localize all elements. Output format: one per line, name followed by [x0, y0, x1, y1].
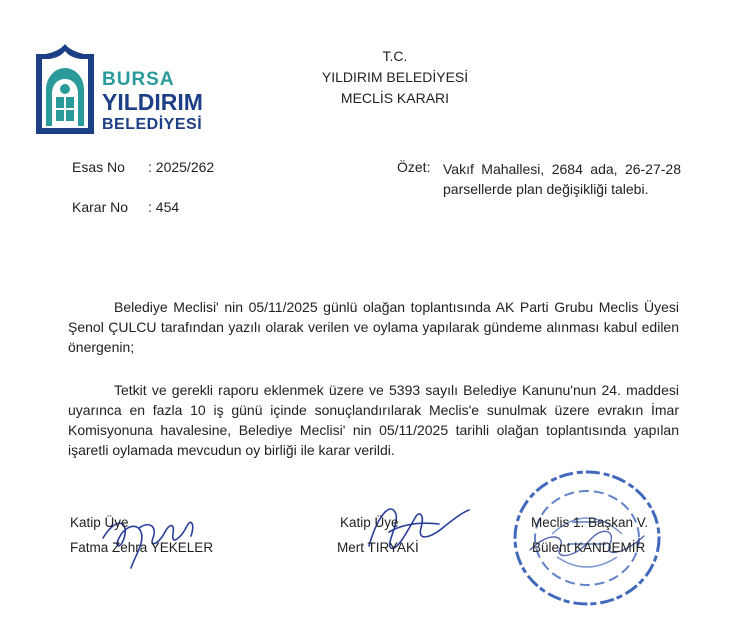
logo-text-bursa: BURSA: [102, 69, 175, 90]
signature-3-name: Bülent KANDEMİR: [532, 540, 646, 555]
body-paragraph-2-text: Tetkit ve gerekli raporu eklenmek üzere ve 5393 sayılı Belediye Kanunu'nun 24. maddesi uyarınca en fazla 10 iş günü içinde sonuçlandırılarak Meclis'e sunulmak üzere evrakın İmar Komisyonuna havalesine, Belediye Meclisi' nin 05/11/2025 tarihli olağan toplantısında yapılan işaretli oylamada mevcudun oy birliği ile karar verildi.: [68, 382, 679, 458]
signature-1-name: Fatma Zehra YEKELER: [70, 540, 214, 555]
header-document-type: MECLİS KARARI: [340, 90, 450, 106]
esas-no-label: Esas No: [72, 159, 125, 175]
logo-text-yildirim: YILDIRIM: [102, 89, 203, 115]
esas-no-value: : 2025/262: [148, 159, 215, 175]
karar-no-label: Karar No: [72, 199, 129, 215]
municipality-logo: [32, 42, 222, 137]
header-municipality: YILDIRIM BELEDİYESİ: [321, 69, 469, 85]
karar-no-value: : 454: [148, 199, 180, 215]
ozet-text: Vakıf Mahallesi, 2684 ada, 26-27-28 parsellerde plan değişikliği talebi.: [443, 161, 681, 197]
signature-2-role: Katip Üye: [340, 515, 399, 530]
logo-text-belediyesi: BELEDİYESİ: [102, 116, 203, 133]
body-paragraph-1-text: Belediye Meclisi' nin 05/11/2025 günlü olağan toplantısında AK Parti Grubu Meclis Üyesi Şenol ÇULCU tarafından yazılı olarak verilen ve oylama yapılarak gündeme alınması kabul edilen önergenin;: [68, 299, 679, 355]
signature-fatma-zehra-yekeler: [95, 498, 205, 578]
signature-1-role: Katip Üye: [70, 515, 129, 530]
signature-3-role: Meclis 1. Başkan V.: [531, 515, 649, 530]
mosque-emblem-icon: [32, 42, 98, 137]
ozet-label: Özet:: [397, 159, 431, 175]
body-paragraph-1: [68, 297, 679, 357]
header-tc: T.C.: [382, 48, 408, 64]
signature-2-name: Mert TIRYAKİ: [337, 540, 419, 555]
body-paragraph-2: [68, 380, 679, 460]
